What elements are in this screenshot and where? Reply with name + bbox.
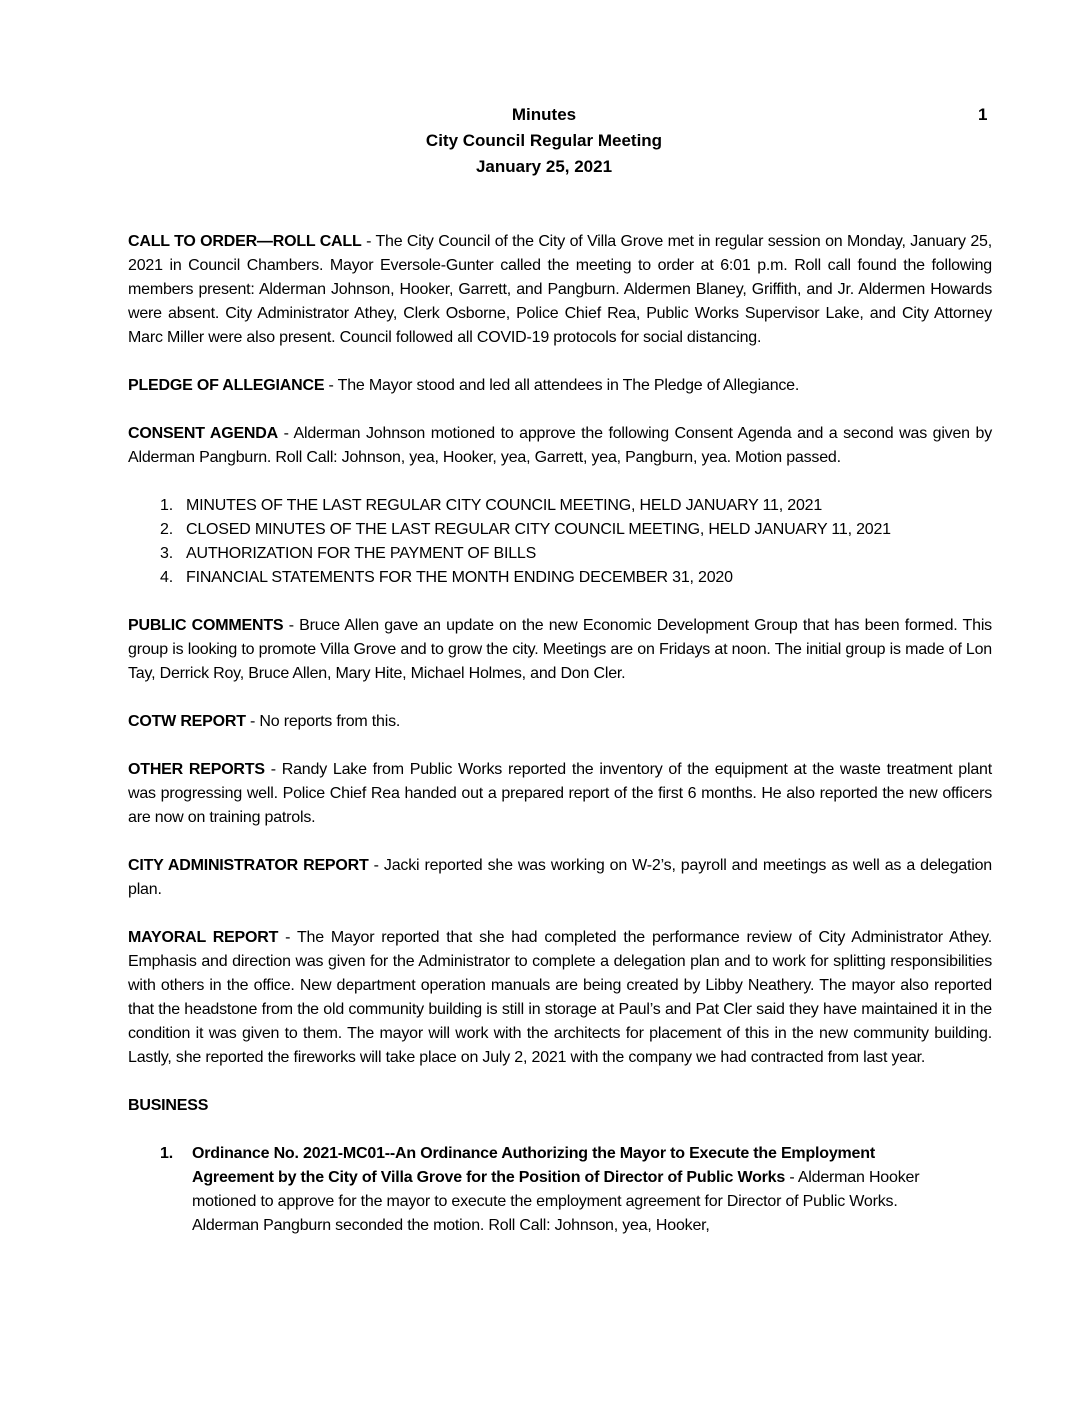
- mayoral-report-paragraph: [128, 926, 992, 1070]
- business-item-title: Ordinance No. 2021-MC01--An Ordinance Authorizing the Mayor to Execute the Employment Agreement by the City of Villa Grove for the Position of Director of Public Works: [192, 1145, 875, 1186]
- other-reports-paragraph: [128, 758, 992, 830]
- call-to-order-paragraph: [128, 230, 992, 350]
- business-item-text: - Alderman Hooker motioned to approve for the mayor to execute the employment agreement for Director of Public Works. Alderman Pangburn seconded the motion. Roll Call: Johnson, yea, Hooker,: [192, 1169, 920, 1234]
- list-item: [128, 518, 992, 542]
- city-administrator-report-paragraph: [128, 854, 992, 902]
- cotw-report-heading: COTW REPORT: [128, 713, 246, 730]
- document-header: [0, 102, 1088, 180]
- list-item: [128, 566, 992, 590]
- mayoral-report-text: - The Mayor reported that she had completed the performance review of City Administrator Athey. Emphasis and direction was given for the Administrator to complete a delegation plan and to work for splitting responsibilities with others in the office. New department operation manuals are being created by Libby Neathery. The mayor also reported that the headstone from the old community building is still in storage at Paul’s and Pat Cler said they have maintained it in the condition it was given to them. The mayor will work with the architects for placement of this in the new community building. Lastly, she reported the fireworks will take place on July 2, 2021 with the company we had contracted from last year.: [128, 929, 992, 1066]
- city-administrator-report-text: - Jacki reported she was working on W-2’s, payroll and meetings as well as a delegation plan.: [128, 857, 992, 898]
- city-administrator-report-heading: CITY ADMINISTRATOR REPORT: [128, 857, 369, 874]
- public-comments-heading: PUBLIC COMMENTS: [128, 617, 284, 634]
- call-to-order-text: - The City Council of the City of Villa Grove met in regular session on Monday, January 25, 2021 in Council Chambers. Mayor Eversole-Gunter called the meeting to order at 6:01 p.m. Roll call found the following members present: Alderman Johnson, Hooker, Garrett, and Pangburn. Aldermen Blaney, Griffith, and Jr. Aldermen Howards were absent. City Administrator Athey, Clerk Osborne, Police Chief Rea, Public Works Supervisor Lake, and City Attorney Marc Miller were also present. Council followed all COVID-19 protocols for social distancing.: [128, 233, 992, 346]
- consent-agenda-text: - Alderman Johnson motioned to approve the following Consent Agenda and a second was given by Alderman Pangburn. Roll Call: Johnson, yea, Hooker, yea, Garrett, yea, Pangburn, yea. Motion passed.: [128, 425, 992, 466]
- list-item-number: 2.: [160, 521, 173, 538]
- business-item: [128, 1142, 992, 1238]
- consent-agenda-heading: CONSENT AGENDA: [128, 425, 278, 442]
- mayoral-report-heading: MAYORAL REPORT: [128, 929, 279, 946]
- business-heading: BUSINESS: [128, 1097, 209, 1114]
- meeting-date: January 25, 2021: [475, 157, 613, 176]
- consent-agenda-list: [128, 494, 992, 590]
- pledge-paragraph: [128, 374, 992, 398]
- list-item-text: CLOSED MINUTES OF THE LAST REGULAR CITY COUNCIL MEETING, HELD JANUARY 11, 2021: [186, 521, 891, 538]
- pledge-text: - The Mayor stood and led all attendees in The Pledge of Allegiance.: [324, 377, 800, 394]
- list-item-number: 1.: [160, 497, 173, 514]
- list-item: [128, 494, 992, 518]
- list-item-text: MINUTES OF THE LAST REGULAR CITY COUNCIL MEETING, HELD JANUARY 11, 2021: [186, 497, 823, 514]
- pledge-heading: PLEDGE OF ALLEGIANCE: [128, 377, 325, 394]
- page-number: 1: [978, 105, 988, 124]
- list-item-text: FINANCIAL STATEMENTS FOR THE MONTH ENDING DECEMBER 31, 2020: [186, 569, 733, 586]
- consent-agenda-paragraph: [128, 422, 992, 470]
- document-title: Minutes: [511, 105, 577, 124]
- public-comments-text: - Bruce Allen gave an update on the new Economic Development Group that has been formed. This group is looking to promote Villa Grove and to grow the city. Meetings are on Fridays at noon. The initial group is made of Lon Tay, Derrick Roy, Bruce Allen, Mary Hite, Michael Holmes, and Don Cler.: [128, 617, 992, 682]
- call-to-order-heading: CALL TO ORDER—ROLL CALL: [128, 233, 362, 250]
- list-item: [128, 542, 992, 566]
- cotw-report-paragraph: [128, 710, 992, 734]
- other-reports-text: - Randy Lake from Public Works reported the inventory of the equipment at the waste treatment plant was progressing well. Police Chief Rea handed out a prepared report of the first 6 months. He also reported the new officers are now on training patrols.: [128, 761, 992, 826]
- business-list: [128, 1142, 992, 1238]
- business-item-number: 1.: [160, 1145, 173, 1162]
- minutes-body: [128, 230, 992, 1238]
- list-item-number: 4.: [160, 569, 173, 586]
- document-subtitle: City Council Regular Meeting: [425, 131, 663, 150]
- public-comments-paragraph: [128, 614, 992, 686]
- other-reports-heading: OTHER REPORTS: [128, 761, 265, 778]
- list-item-number: 3.: [160, 545, 173, 562]
- list-item-text: AUTHORIZATION FOR THE PAYMENT OF BILLS: [186, 545, 537, 562]
- cotw-report-text: - No reports from this.: [245, 713, 401, 730]
